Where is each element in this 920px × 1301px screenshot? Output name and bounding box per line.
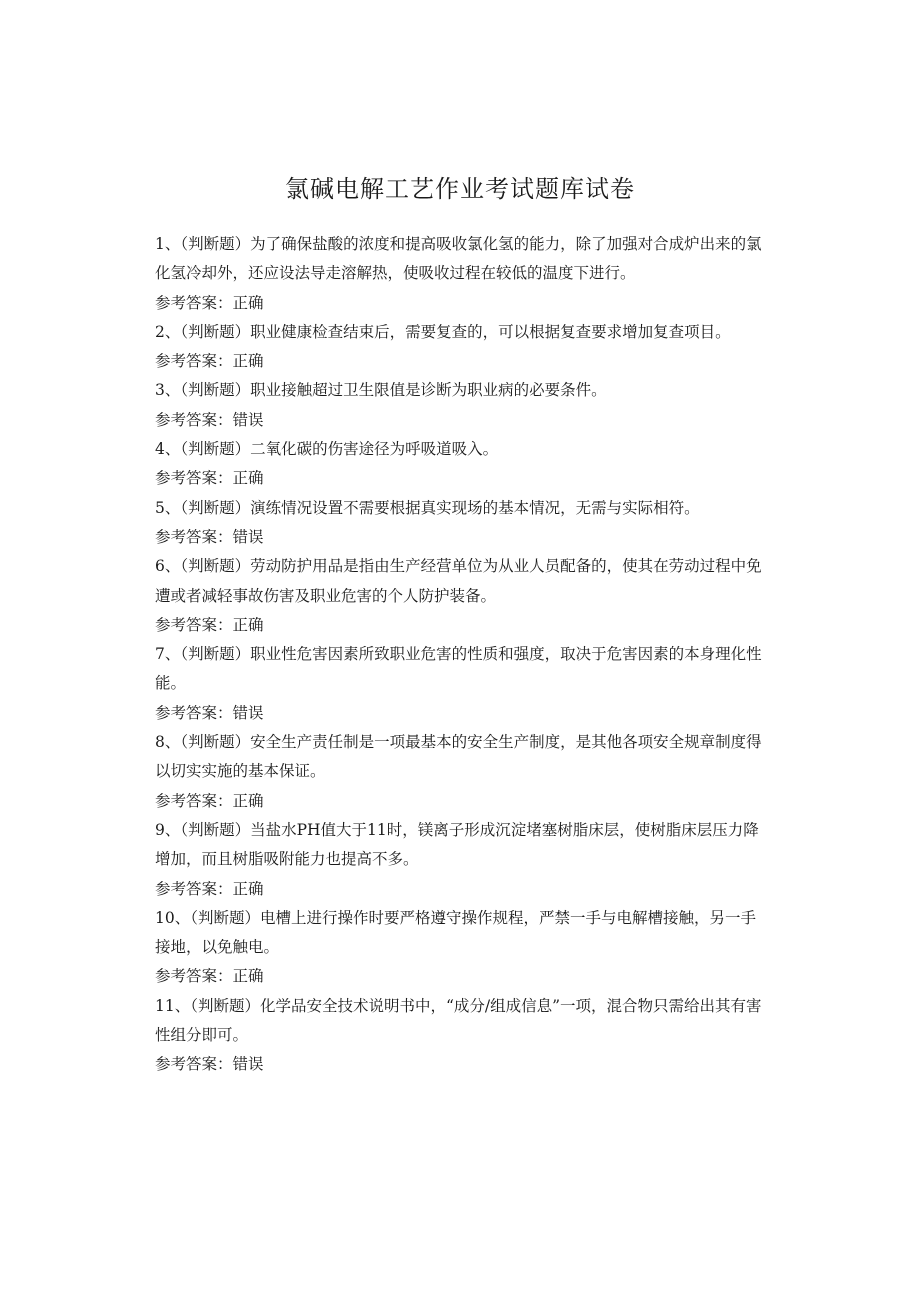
reference-answer: 参考答案：正确: [155, 293, 264, 312]
reference-answer: 参考答案：正确: [155, 879, 264, 898]
reference-answer: 参考答案：正确: [155, 615, 264, 634]
question-text: 10、（判断题）电槽上进行操作时要严格遵守操作规程，严禁一手与电解槽接触，另一手接地，以免触电。: [155, 908, 756, 957]
question-item-8: [155, 728, 767, 816]
question-text: 5、（判断题）演练情况设置不需要根据真实现场的基本情况，无需与实际相符。: [155, 498, 700, 517]
question-text: 2、（判断题）职业健康检查结束后，需要复查的，可以根据复查要求增加复查项目。: [155, 322, 731, 341]
question-item-10: [155, 904, 767, 992]
reference-answer: 参考答案：错误: [155, 1055, 264, 1074]
reference-answer: 参考答案：错误: [155, 410, 264, 429]
reference-answer: 参考答案：正确: [155, 791, 264, 810]
question-text: 8、（判断题）安全生产责任制是一项最基本的安全生产制度，是其他各项安全规章制度得以切实实施的基本保证。: [155, 733, 762, 781]
reference-answer: 参考答案：正确: [155, 352, 264, 371]
page-title: 氯碱电解工艺作业考试题库试卷: [285, 175, 635, 203]
question-text: 1、（判断题）为了确保盐酸的浓度和提高吸收氯化氢的能力，除了加强对合成炉出来的氯化氢冷却外，还应设法导走溶解热，使吸收过程在较低的温度下进行。: [155, 235, 762, 283]
reference-answer: 参考答案：正确: [155, 967, 264, 986]
question-item-1: [155, 230, 767, 318]
reference-answer: 参考答案：正确: [155, 469, 264, 488]
question-text: 9、（判断题）当盐水PH值大于11时，镁离子形成沉淀堵塞树脂床层，使树脂床层压力降增加，而且树脂吸附能力也提高不多。: [155, 820, 759, 869]
question-item-4: [155, 435, 767, 494]
question-text: 11、（判断题）化学品安全技术说明书中，“成分/组成信息”一项，混合物只需给出其有害性组分即可。: [155, 996, 762, 1045]
question-item-6: [155, 552, 767, 640]
question-item-9: [155, 816, 767, 904]
question-item-5: [155, 494, 767, 553]
reference-answer: 参考答案：错误: [155, 703, 264, 722]
question-list: [155, 230, 767, 1080]
question-item-11: [155, 992, 767, 1080]
question-text: 7、（判断题）职业性危害因素所致职业危害的性质和强度，取决于危害因素的本身理化性能。: [155, 645, 762, 693]
question-text: 6、（判断题）劳动防护用品是指由生产经营单位为从业人员配备的，使其在劳动过程中免遭或者减轻事故伤害及职业危害的个人防护装备。: [155, 557, 762, 605]
question-item-3: [155, 376, 767, 435]
question-text: 3、（判断题）职业接触超过卫生限值是诊断为职业病的必要条件。: [155, 381, 607, 400]
question-text: 4、（判断题）二氧化碳的伤害途径为呼吸道吸入。: [155, 440, 499, 459]
question-item-7: [155, 640, 767, 728]
reference-answer: 参考答案：错误: [155, 527, 264, 546]
question-item-2: [155, 318, 767, 377]
